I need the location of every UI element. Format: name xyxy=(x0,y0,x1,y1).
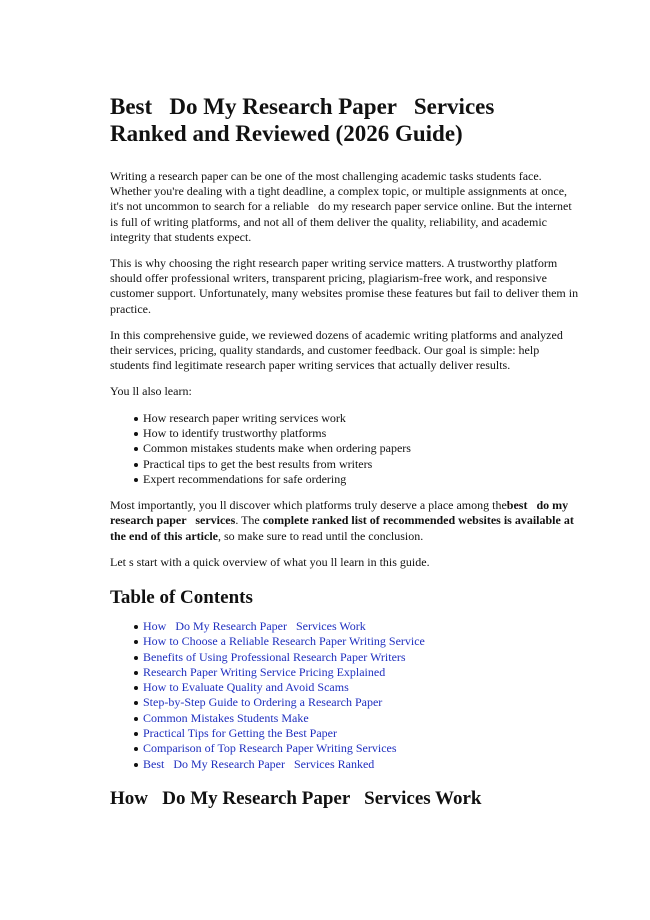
start-paragraph: Let s start with a quick overview of what you ll learn in this guide. xyxy=(110,554,430,569)
toc-item xyxy=(134,680,580,695)
important-bold-best: best do my research paper services xyxy=(110,498,572,528)
learn-list xyxy=(110,411,580,487)
toc-link-benefits[interactable]: Benefits of Using Professional Research Paper Writers xyxy=(143,649,406,664)
toc-link-comparison[interactable]: Comparison of Top Research Paper Writing Services xyxy=(143,741,397,756)
title-line-2: Ranked and Reviewed (2026 Guide) xyxy=(110,121,463,146)
toc-heading: Table of Contents xyxy=(110,586,253,608)
title-line-1: Best Do My Research Paper Services xyxy=(110,94,495,119)
list-item: Practical tips to get the best results from writers xyxy=(134,457,580,472)
important-tail: , so make sure to read until the conclusion. xyxy=(217,528,424,543)
toc-link-choose-service[interactable]: How to Choose a Reliable Research Paper Writing Service xyxy=(143,634,425,649)
table-of-contents xyxy=(110,619,580,772)
why-paragraph: This is why choosing the right research paper writing service matters. A trustworthy platform should offer professional writers, transparent pricing, plagiarism-free work, and responsive customer support. Unfortunately, many websites promise these features but fail to deliver them in practice. xyxy=(110,256,582,316)
toc-item xyxy=(134,695,580,710)
learn-intro: You ll also learn: xyxy=(110,384,192,399)
important-lead: Most importantly, you ll discover which platforms truly deserve a place among the xyxy=(110,498,507,513)
list-item: Common mistakes students make when ordering papers xyxy=(134,441,580,456)
list-item: Expert recommendations for safe ordering xyxy=(134,472,580,487)
document-page xyxy=(110,93,580,820)
toc-item xyxy=(134,650,580,665)
toc-item xyxy=(134,711,580,726)
intro-paragraph: Writing a research paper can be one of the most challenging academic tasks students face. Whether you're dealing with a tight deadline, a complex topic, or multiple assignments at once, it's not uncommon to search for a reliable do my research paper service online. But the internet is full of writing platforms, and not all of them deliver the quality, reliability, and academic integrity that students expect. xyxy=(110,169,575,244)
page-title xyxy=(110,93,580,147)
toc-link-pricing[interactable]: Research Paper Writing Service Pricing Explained xyxy=(143,664,386,679)
list-item: How to identify trustworthy platforms xyxy=(134,426,580,441)
toc-link-services-work[interactable]: How Do My Research Paper Services Work xyxy=(143,618,366,633)
list-item: How research paper writing services work xyxy=(134,411,580,426)
toc-link-evaluate-quality[interactable]: How to Evaluate Quality and Avoid Scams xyxy=(143,680,349,695)
toc-item xyxy=(134,619,580,634)
important-paragraph xyxy=(110,498,580,544)
toc-item xyxy=(134,741,580,756)
important-mid: . The xyxy=(235,513,263,528)
toc-link-common-mistakes[interactable]: Common Mistakes Students Make xyxy=(143,710,309,725)
guide-paragraph: In this comprehensive guide, we reviewed dozens of academic writing platforms and analyzed their services, pricing, quality standards, and customer feedback. Our goal is simple: help students find legitimate research paper writing services that actually deliver results. xyxy=(110,327,566,373)
important-bold-list: complete ranked list of recommended websites is available at the end of this article xyxy=(110,513,577,543)
toc-item xyxy=(134,665,580,680)
toc-item xyxy=(134,634,580,649)
section-heading: How Do My Research Paper Services Work xyxy=(110,787,482,809)
toc-item xyxy=(134,757,580,772)
toc-link-ranked[interactable]: Best Do My Research Paper Services Ranked xyxy=(143,756,375,771)
toc-item xyxy=(134,726,580,741)
toc-link-practical-tips[interactable]: Practical Tips for Getting the Best Paper xyxy=(143,726,337,741)
toc-link-ordering-guide[interactable]: Step-by-Step Guide to Ordering a Research Paper xyxy=(143,695,383,710)
